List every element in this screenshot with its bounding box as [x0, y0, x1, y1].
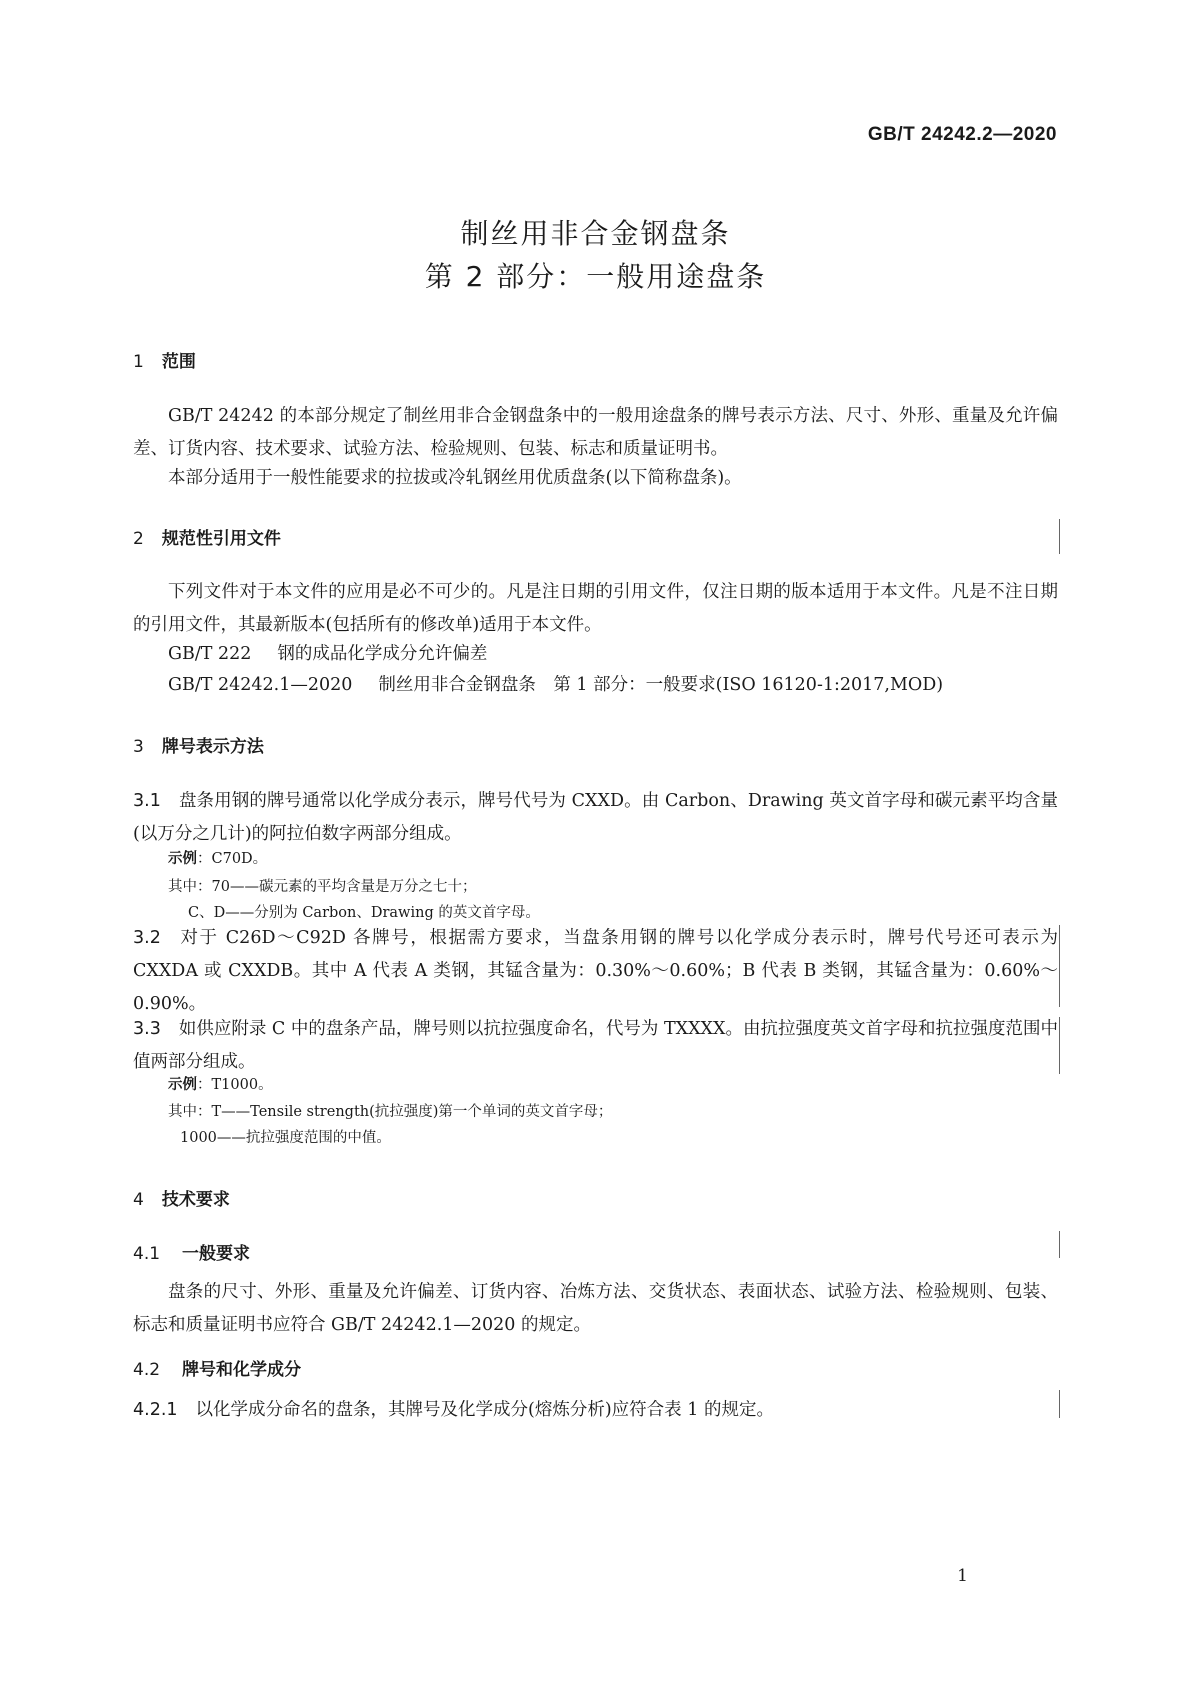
page-number: 1 — [957, 1566, 968, 1586]
clause-4-2-1 — [133, 1394, 1058, 1427]
reference-title: 钢的成品化学成分允许偏差 — [277, 644, 488, 664]
clause-number: 4.1 — [133, 1244, 161, 1264]
section-1-paragraph-1: GB/T 24242 的本部分规定了制丝用非合金钢盘条中的一般用途盘条的牌号表示方法、尺寸、外形、重量及允许偏差、订货内容、技术要求、试验方法、检验规则、包装、标志和质量证明书。 — [133, 406, 1058, 459]
section-3-heading — [133, 732, 264, 757]
clause-number: 4.2 — [133, 1360, 161, 1380]
normative-reference-2 — [168, 671, 943, 696]
section-number: 4 — [133, 1190, 144, 1210]
normative-reference-1 — [168, 640, 487, 665]
section-1-paragraph-2: 本部分适用于一般性能要求的拉拔或冷轧钢丝用优质盘条(以下简称盘条)。 — [168, 468, 742, 488]
clause-number: 3.2 — [133, 928, 161, 948]
section-number: 2 — [133, 529, 144, 549]
example-2 — [168, 1071, 273, 1099]
clause-title: 一般要求 — [182, 1244, 251, 1264]
change-bar — [1059, 925, 1060, 1007]
reference-code: GB/T 222 — [168, 644, 252, 664]
clause-title: 牌号和化学成分 — [182, 1360, 302, 1380]
clause-4-1-text: 盘条的尺寸、外形、重量及允许偏差、订货内容、冶炼方法、交货状态、表面状态、试验方法、检验规则、包装、标志和质量证明书应符合 GB/T 24242.1—2020 的规定。 — [133, 1282, 1058, 1335]
reference-code: GB/T 24242.1—2020 — [168, 675, 353, 695]
section-title: 技术要求 — [161, 1190, 230, 1210]
section-4-heading — [133, 1185, 230, 1210]
section-number: 1 — [133, 352, 144, 372]
section-1-heading — [133, 347, 196, 372]
example-2-note-2: 1000——抗拉强度范围的中值。 — [180, 1130, 391, 1146]
clause-text: 如供应附录 C 中的盘条产品，牌号则以抗拉强度命名，代号为 TXXXX。由抗拉强度英文首字母和抗拉强度范围中值两部分组成。 — [133, 1019, 1058, 1072]
document-title: 制丝用非合金钢盘条 — [460, 217, 731, 250]
clause-text: 以化学成分命名的盘条，其牌号及化学成分(熔炼分析)应符合表 1 的规定。 — [195, 1400, 774, 1420]
section-title: 规范性引用文件 — [161, 529, 281, 549]
clause-3-1 — [133, 785, 1058, 851]
document-subtitle: 第 2 部分：一般用途盘条 — [424, 260, 767, 293]
example-1-note-1: 其中：70——碳元素的平均含量是万分之七十； — [168, 879, 477, 895]
clause-4-2-heading — [133, 1355, 301, 1380]
clause-3-2 — [133, 922, 1058, 1021]
example-value: ：T1000。 — [197, 1077, 273, 1093]
clause-number: 3.1 — [133, 791, 161, 811]
change-bar — [1059, 519, 1060, 554]
example-2-note-1: 其中：T——Tensile strength(抗拉强度)第一个单词的英文首字母； — [168, 1104, 613, 1120]
clause-number: 4.2.1 — [133, 1400, 178, 1420]
example-1 — [168, 845, 267, 873]
section-2-paragraph-1: 下列文件对于本文件的应用是必不可少的。凡是注日期的引用文件，仅注日期的版本适用于本文件。凡是不注日期的引用文件，其最新版本(包括所有的修改单)适用于本文件。 — [133, 582, 1058, 635]
change-bar — [1059, 1017, 1060, 1074]
change-bar — [1059, 1231, 1060, 1258]
example-1-note-2: C、D——分别为 Carbon、Drawing 的英文首字母。 — [188, 905, 540, 921]
example-value: ：C70D。 — [197, 851, 268, 867]
clause-3-3 — [133, 1013, 1058, 1079]
example-label: 示例 — [168, 1077, 197, 1093]
clause-number: 3.3 — [133, 1019, 161, 1039]
standard-code: GB/T 24242.2—2020 — [867, 124, 1057, 145]
example-label: 示例 — [168, 851, 197, 867]
clause-4-1-heading — [133, 1239, 250, 1264]
section-title: 牌号表示方法 — [161, 737, 264, 757]
reference-title: 制丝用非合金钢盘条 第 1 部分：一般要求(ISO 16120-1:2017,MOD) — [378, 675, 944, 695]
section-number: 3 — [133, 737, 144, 757]
clause-text: 盘条用钢的牌号通常以化学成分表示，牌号代号为 CXXD。由 Carbon、Drawing 英文首字母和碳元素平均含量(以万分之几计)的阿拉伯数字两部分组成。 — [133, 791, 1058, 844]
clause-text: 对于 C26D～C92D 各牌号，根据需方要求，当盘条用钢的牌号以化学成分表示时，牌号代号还可表示为 CXXDA 或 CXXDB。其中 A 代表 A 类钢，其锰含量为：0.30%～0.60%；B 代表 B 类钢，其锰含量为：0.60%～0.90%。 — [133, 928, 1058, 1014]
change-bar — [1059, 1390, 1060, 1418]
section-title: 范围 — [161, 352, 196, 372]
section-2-heading — [133, 524, 281, 549]
